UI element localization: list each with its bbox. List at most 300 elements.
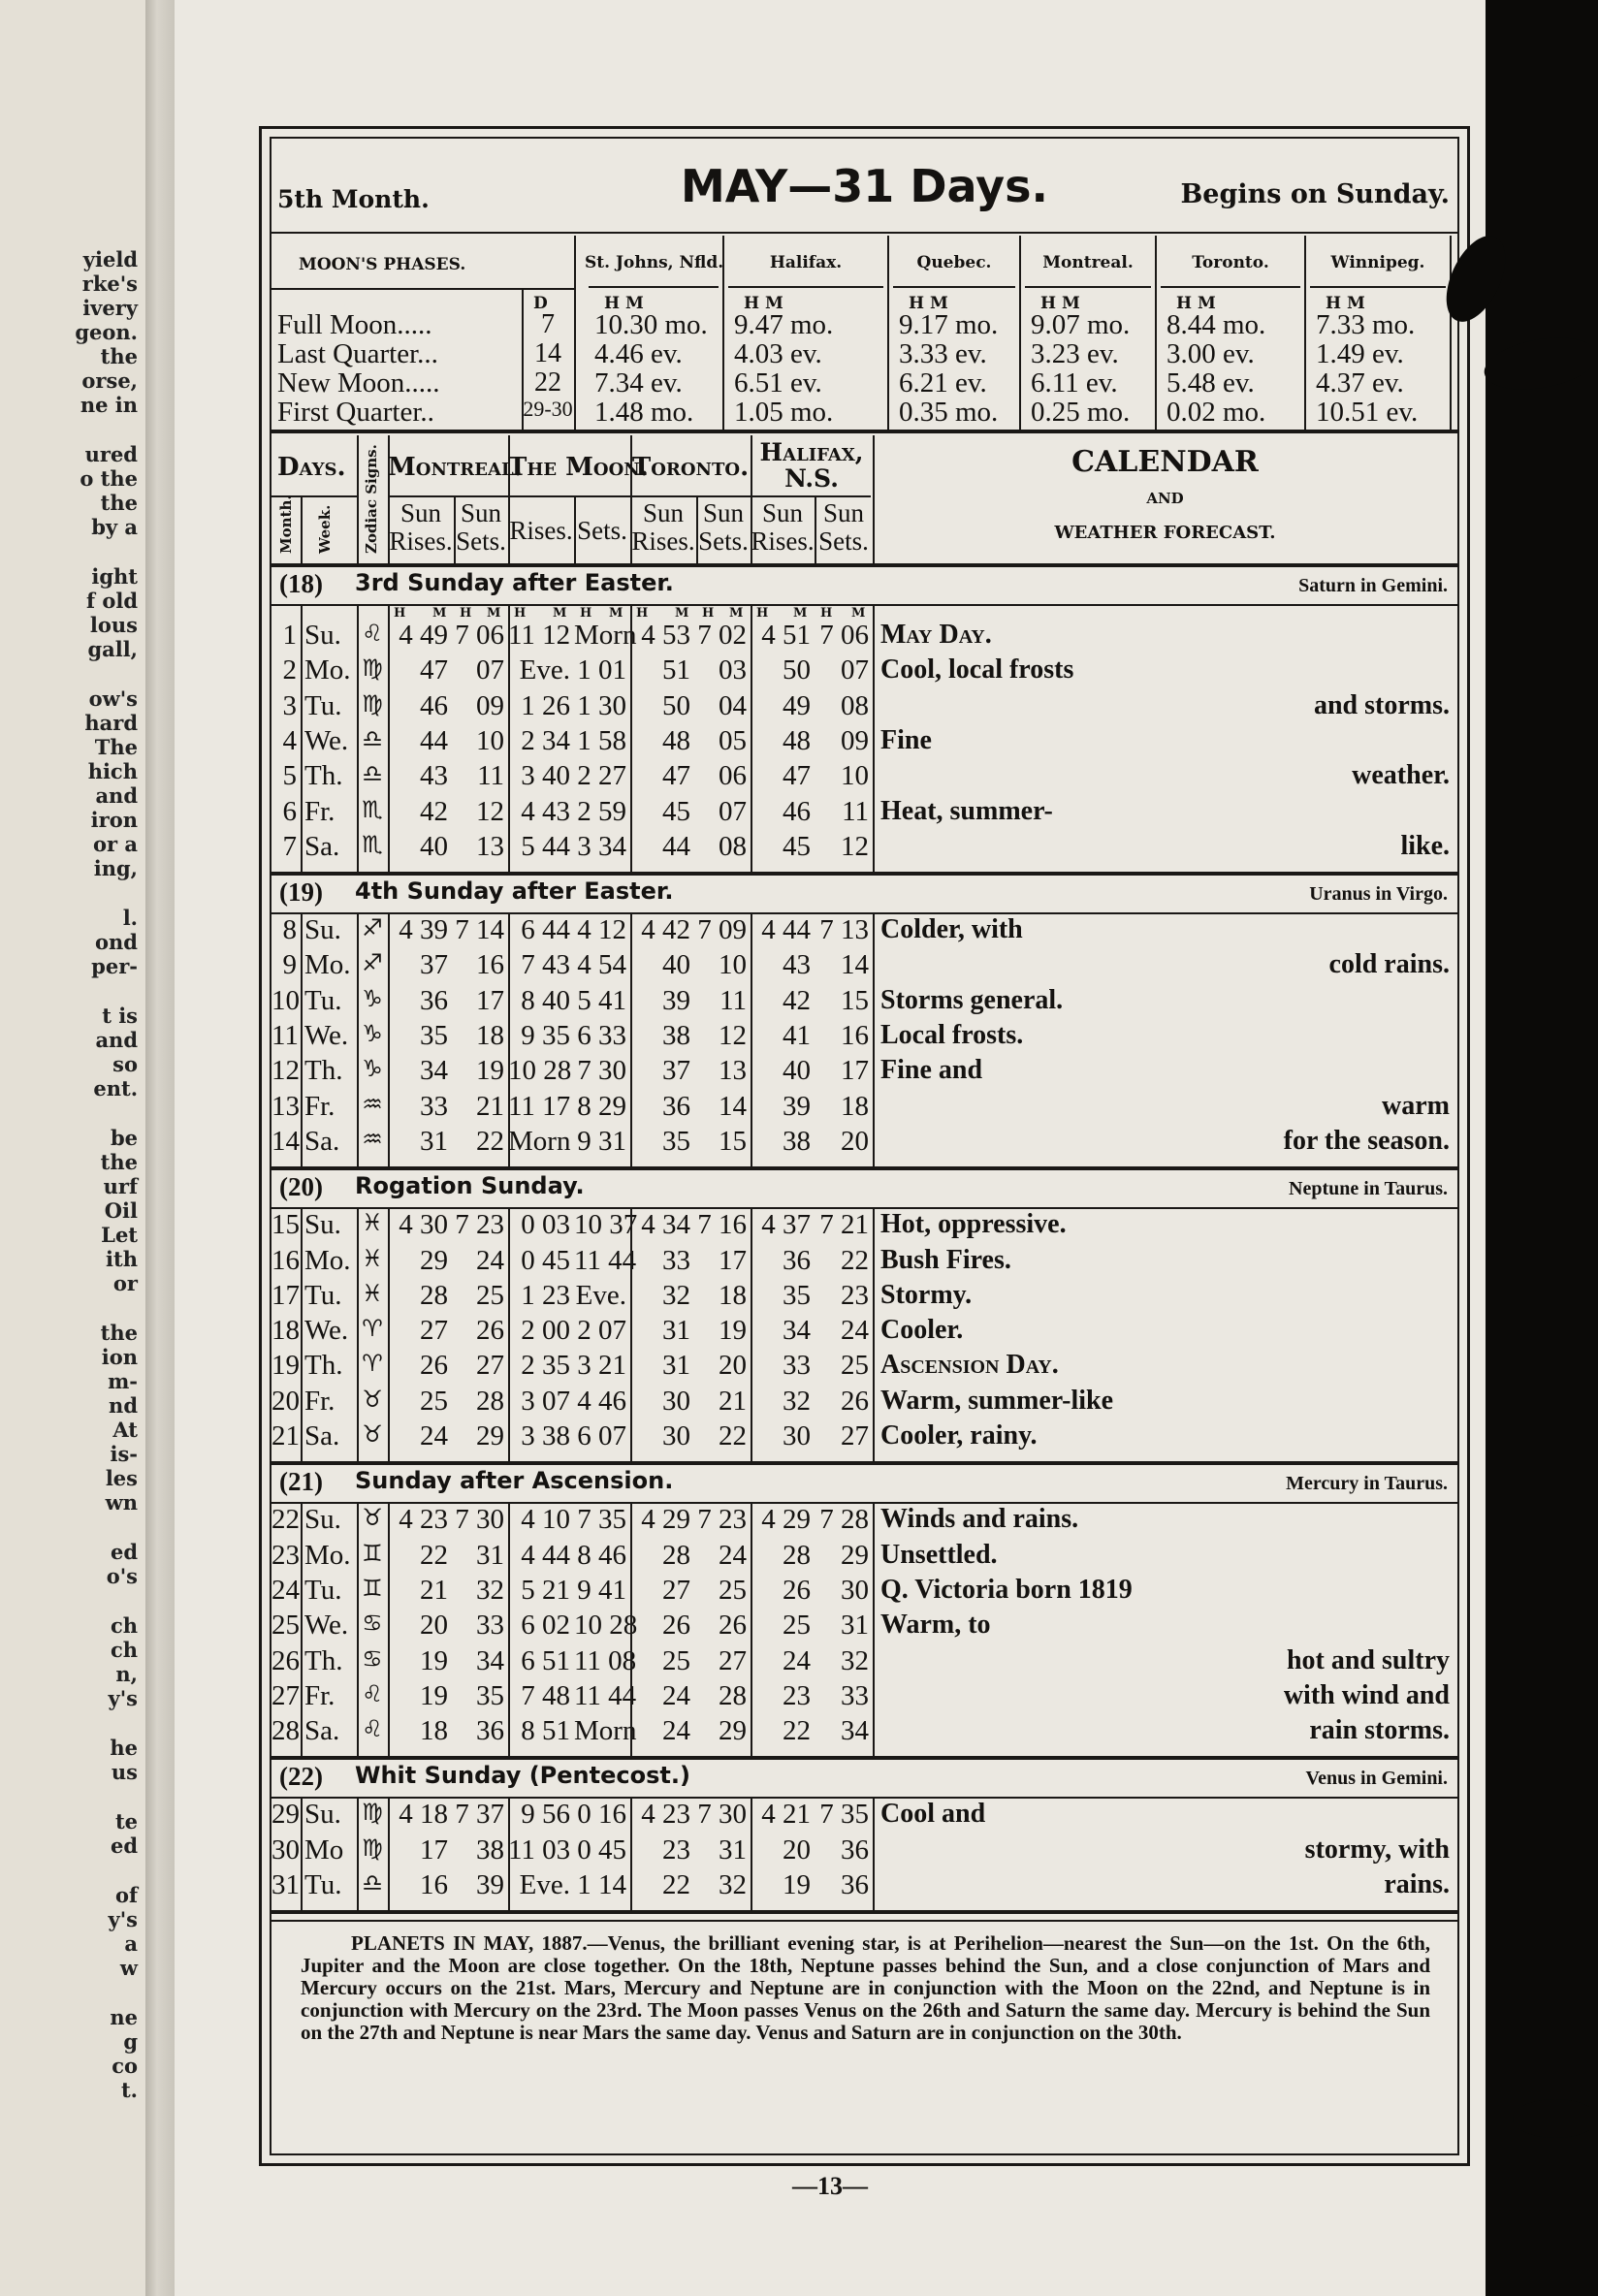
facing-page-text: he xyxy=(110,1736,138,1760)
week-title: Rogation Sunday. xyxy=(355,1172,585,1200)
cell-mon: 16 xyxy=(272,1244,300,1276)
rule xyxy=(751,604,752,872)
facing-page-text: o the xyxy=(80,466,138,491)
weather-forecast: May Day. xyxy=(880,620,992,650)
planet-note: Mercury in Taurus. xyxy=(1286,1473,1448,1495)
cell-tr: 11 03 xyxy=(508,1834,571,1866)
weather-forecast: Q. Victoria born 1819 xyxy=(880,1574,1133,1605)
col-sub-sets: Sets. xyxy=(577,516,627,545)
rule xyxy=(301,1797,303,1910)
cell-mon: 13 xyxy=(272,1090,300,1122)
cell-zod: ♊ xyxy=(362,1539,383,1567)
cell-ts: 11 44 xyxy=(574,1679,637,1711)
cell-tr: 0 45 xyxy=(521,1244,570,1276)
cell-zod: ♑ xyxy=(362,1055,383,1083)
facing-page-text: hard xyxy=(84,711,138,735)
col-sub-sun-rises: Sun Rises. xyxy=(751,498,815,556)
facing-page-text: the xyxy=(100,1321,138,1345)
cell-hr: 50 xyxy=(783,654,811,686)
phase-name: New Moon..... xyxy=(277,367,440,399)
weather-forecast: Unsettled. xyxy=(880,1539,998,1570)
cell-ts: 2 59 xyxy=(577,795,626,827)
cell-tor-s: 20 xyxy=(719,1350,747,1382)
cell-hr: 20 xyxy=(783,1834,811,1866)
week-number: (18) xyxy=(279,569,323,598)
cell-mr: 22 xyxy=(420,1539,448,1571)
cell-ms: 26 xyxy=(476,1315,504,1347)
cell-mon: 10 xyxy=(272,984,300,1016)
cell-mon: 27 xyxy=(272,1679,300,1711)
cell-tor-s: 7 02 xyxy=(697,620,747,651)
cell-tor-r: 28 xyxy=(662,1539,690,1571)
weather-forecast: like. xyxy=(1400,830,1450,861)
weather-forecast: rain storms. xyxy=(1309,1715,1450,1746)
rule xyxy=(301,1207,303,1461)
cell-mr: 42 xyxy=(420,795,448,827)
cell-hs: 31 xyxy=(841,1610,869,1642)
weather-forecast: Warm, summer-like xyxy=(880,1385,1114,1416)
cell-hs: 34 xyxy=(841,1715,869,1747)
rule xyxy=(1161,286,1300,288)
facing-page-text: ond xyxy=(95,930,138,954)
facing-page-text: l. xyxy=(122,906,138,930)
cell-zod: ♌ xyxy=(362,620,383,647)
cell-tr: 7 48 xyxy=(521,1679,570,1711)
cell-tor-r: 39 xyxy=(662,984,690,1016)
cell-mon: 26 xyxy=(272,1644,300,1676)
cell-mon: 15 xyxy=(272,1209,300,1241)
hm-label: M xyxy=(609,606,623,621)
phase-time: 10.51 ev. xyxy=(1316,397,1419,428)
cell-ms: 24 xyxy=(476,1244,504,1276)
phase-time: 5.48 ev. xyxy=(1167,367,1255,399)
week-number: (22) xyxy=(279,1762,323,1792)
hm-label: M xyxy=(793,606,808,621)
cell-zod: ♍ xyxy=(362,1834,383,1862)
cell-tor-r: 50 xyxy=(662,689,690,721)
cell-mr: 24 xyxy=(420,1420,448,1451)
cell-tor-r: 23 xyxy=(662,1834,690,1866)
facing-page-text: y's xyxy=(108,1907,138,1931)
rule xyxy=(388,1207,390,1461)
hm-label: M xyxy=(729,606,744,621)
cell-tor-s: 07 xyxy=(719,795,747,827)
page-title: MAY—31 Days. xyxy=(681,160,1048,212)
cell-mon: 28 xyxy=(272,1715,300,1747)
phase-name: Last Quarter... xyxy=(277,338,438,369)
cell-mon: 3 xyxy=(282,689,297,721)
cell-ms: 10 xyxy=(476,724,504,756)
cell-tor-r: 4 29 xyxy=(641,1504,690,1536)
rule xyxy=(1025,286,1151,288)
cell-tor-r: 37 xyxy=(662,1055,690,1087)
cell-mon: 25 xyxy=(272,1610,300,1642)
cell-ms: 31 xyxy=(476,1539,504,1571)
cell-zod: ♒ xyxy=(362,1125,383,1153)
cell-hs: 11 xyxy=(842,795,869,827)
cell-mr: 36 xyxy=(420,984,448,1016)
phase-time: 1.48 mo. xyxy=(594,397,694,428)
cell-hs: 09 xyxy=(841,724,869,756)
cell-hr: 41 xyxy=(783,1020,811,1051)
cell-zod: ♍ xyxy=(362,654,383,683)
phase-time: 3.00 ev. xyxy=(1167,338,1255,369)
col-sub-rises: Rises. xyxy=(509,516,573,545)
cell-mon: 1 xyxy=(282,620,297,651)
cell-mr: 31 xyxy=(420,1125,448,1157)
cell-hs: 15 xyxy=(841,984,869,1016)
cell-hs: 36 xyxy=(841,1834,869,1866)
planet-note: Neptune in Taurus. xyxy=(1289,1178,1448,1200)
cell-mon: 6 xyxy=(282,795,297,827)
rule xyxy=(357,1207,359,1461)
week-title: 3rd Sunday after Easter. xyxy=(355,569,674,596)
cell-tor-r: 4 34 xyxy=(641,1209,690,1241)
hm-label: H xyxy=(460,606,472,621)
cell-hs: 26 xyxy=(841,1385,869,1417)
cell-zod: ♐ xyxy=(362,914,383,942)
cell-ms: 29 xyxy=(476,1420,504,1451)
cell-tor-r: 26 xyxy=(662,1610,690,1642)
cell-ms: 12 xyxy=(476,795,504,827)
cell-hs: 7 35 xyxy=(819,1799,869,1831)
rule xyxy=(272,563,1457,567)
cell-ts: 1 30 xyxy=(577,689,626,721)
cell-tr: 3 07 xyxy=(521,1385,570,1417)
cell-tr: 6 44 xyxy=(521,914,570,946)
cell-mr: 4 18 xyxy=(399,1799,448,1831)
cell-ts: 10 28 xyxy=(574,1610,638,1642)
cell-mon: 24 xyxy=(272,1574,300,1606)
planet-note: Uranus in Virgo. xyxy=(1309,883,1448,906)
cell-tor-r: 30 xyxy=(662,1385,690,1417)
weather-forecast: Cool and xyxy=(880,1799,986,1830)
facing-page-text: yield xyxy=(82,247,138,271)
cell-hr: 33 xyxy=(783,1350,811,1382)
cell-mr: 37 xyxy=(420,949,448,981)
cell-ts: 4 46 xyxy=(577,1385,626,1417)
cell-hr: 25 xyxy=(783,1610,811,1642)
hm-label: H M xyxy=(1176,294,1216,313)
cell-hr: 4 44 xyxy=(761,914,811,946)
cell-ms: 21 xyxy=(476,1090,504,1122)
rule xyxy=(630,912,632,1166)
cell-tor-r: 51 xyxy=(662,654,690,686)
cell-ms: 36 xyxy=(476,1715,504,1747)
phase-time: 3.33 ev. xyxy=(899,338,987,369)
city-header: Quebec. xyxy=(916,253,992,272)
facing-page-text: Oil xyxy=(104,1198,138,1223)
rule xyxy=(388,604,390,872)
cell-mr: 4 39 xyxy=(399,914,448,946)
col-sub-sun-sets: Sun Sets. xyxy=(456,498,506,556)
facing-page-text: and xyxy=(95,783,138,808)
cell-hs: 33 xyxy=(841,1679,869,1711)
cell-ms: 38 xyxy=(476,1834,504,1866)
cell-tr: 3 38 xyxy=(521,1420,570,1451)
rule xyxy=(630,1797,632,1910)
facing-page-text: is- xyxy=(110,1442,138,1466)
cell-tr: 7 43 xyxy=(521,949,570,981)
cell-ts: 0 45 xyxy=(577,1834,626,1866)
facing-page-text: ight xyxy=(91,564,138,589)
cell-wk: Mo. xyxy=(304,1244,351,1276)
cell-mr: 25 xyxy=(420,1385,448,1417)
col-week: Week. xyxy=(316,504,334,554)
ink-blot xyxy=(1513,2099,1598,2138)
facing-page-text: g xyxy=(123,2029,138,2054)
cell-zod: ♒ xyxy=(362,1090,383,1118)
cell-wk: Tu. xyxy=(304,1279,342,1311)
cell-hs: 22 xyxy=(841,1244,869,1276)
cell-tor-s: 03 xyxy=(719,654,747,686)
cell-mr: 19 xyxy=(420,1679,448,1711)
facing-page-text: co xyxy=(112,2054,138,2078)
cell-hr: 30 xyxy=(783,1420,811,1451)
cell-tor-r: 31 xyxy=(662,1315,690,1347)
cell-hr: 46 xyxy=(783,795,811,827)
cell-hs: 7 13 xyxy=(819,914,869,946)
facing-page-text: or xyxy=(112,1271,138,1295)
cell-tr: 5 44 xyxy=(521,830,570,862)
cell-ts: 7 35 xyxy=(577,1504,626,1536)
weather-forecast: with wind and xyxy=(1283,1679,1450,1710)
cell-hr: 24 xyxy=(783,1644,811,1676)
cell-zod: ♎ xyxy=(362,724,383,752)
cell-tor-r: 40 xyxy=(662,949,690,981)
cell-tor-r: 22 xyxy=(662,1869,690,1900)
cell-ms: 13 xyxy=(476,830,504,862)
cell-ts: 2 27 xyxy=(577,760,626,792)
cell-wk: Th. xyxy=(304,1644,343,1676)
cell-tor-r: 47 xyxy=(662,760,690,792)
cell-mr: 4 30 xyxy=(399,1209,448,1241)
planets-note: PLANETS IN MAY, 1887.—Venus, the brilliant evening star, is at Perihelion—nearest the Sun—on the 1st. On the 6th, Jupiter and the Moon are close together. On the 18th, Neptune passes behind the Sun, and a close conjunction of Mars and Mercury occurs on the 21st. Mars, Mercury and Neptune are in conjunction with the Moon on the 22nd, and Neptune is in conjunction with Mercury on the 23rd. The Moon passes Venus on the 26th and Saturn the same day. Mercury is behind the Sun on the 27th and Neptune is near Mars the same day. Venus and Saturn are in conjunction on the 30th. xyxy=(301,1931,1430,2044)
cell-mr: 18 xyxy=(420,1715,448,1747)
rule xyxy=(272,1920,1457,1922)
cell-tr: 3 40 xyxy=(521,760,570,792)
cell-tor-s: 14 xyxy=(719,1090,747,1122)
facing-page-text: geon. xyxy=(75,320,138,344)
day-label: D xyxy=(533,294,548,313)
cell-ts: 1 01 xyxy=(577,654,626,686)
cell-mr: 35 xyxy=(420,1020,448,1051)
cell-tor-s: 7 16 xyxy=(697,1209,747,1241)
facing-page-text: ch xyxy=(110,1638,138,1662)
weather-forecast: Warm, to xyxy=(880,1610,991,1641)
cell-ts: Morn xyxy=(574,1715,637,1747)
cell-hr: 36 xyxy=(783,1244,811,1276)
cell-ts: 6 33 xyxy=(577,1020,626,1051)
col-sub-sun-rises: Sun Rises. xyxy=(631,498,695,556)
cell-wk: We. xyxy=(304,1315,349,1347)
cell-hs: 08 xyxy=(841,689,869,721)
city-header: Winnipeg. xyxy=(1330,253,1425,272)
cell-tr: 2 00 xyxy=(521,1315,570,1347)
cell-hs: 20 xyxy=(841,1125,869,1157)
cell-zod: ♍ xyxy=(362,689,383,718)
cell-ms: 11 xyxy=(477,760,504,792)
facing-page-text: and xyxy=(95,1028,138,1052)
month-number: 5th Month. xyxy=(277,185,430,213)
facing-page-text: per- xyxy=(91,954,138,978)
cell-zod: ♓ xyxy=(362,1209,383,1237)
cell-hr: 34 xyxy=(783,1315,811,1347)
cell-hs: 10 xyxy=(841,760,869,792)
week-number: (20) xyxy=(279,1172,323,1202)
cell-ms: 22 xyxy=(476,1125,504,1157)
cell-wk: Fr. xyxy=(304,795,336,827)
cell-wk: Fr. xyxy=(304,1385,336,1417)
cell-hr: 23 xyxy=(783,1679,811,1711)
cell-mon: 19 xyxy=(272,1350,300,1382)
weather-forecast: stormy, with xyxy=(1304,1834,1450,1865)
facing-page-text: ne xyxy=(110,2005,138,2029)
rule xyxy=(272,1910,1457,1914)
hm-label: H xyxy=(702,606,715,621)
col-weather: WEATHER FORECAST. xyxy=(1054,523,1276,543)
cell-mon: 30 xyxy=(272,1834,300,1866)
rule xyxy=(272,1166,1457,1170)
rule xyxy=(574,236,576,430)
cell-ts: 3 21 xyxy=(577,1350,626,1382)
phase-day: 7 xyxy=(541,309,555,339)
ink-blot xyxy=(1481,330,1598,398)
cell-mr: 20 xyxy=(420,1610,448,1642)
cell-hr: 4 21 xyxy=(761,1799,811,1831)
cell-mon: 9 xyxy=(282,949,297,981)
planet-note: Saturn in Gemini. xyxy=(1298,575,1448,596)
cell-hs: 7 06 xyxy=(819,620,869,651)
hm-label: H xyxy=(756,606,769,621)
rule xyxy=(272,430,1457,433)
cell-zod: ♏ xyxy=(362,795,383,823)
cell-wk: Tu. xyxy=(304,689,342,721)
cell-mr: 40 xyxy=(420,830,448,862)
city-header: Halifax. xyxy=(769,253,843,272)
phase-day: 14 xyxy=(534,338,561,368)
cell-mon: 2 xyxy=(282,654,297,686)
hm-label: H xyxy=(514,606,527,621)
rule xyxy=(357,1797,359,1910)
cell-tr: 2 34 xyxy=(521,724,570,756)
cell-ts: 9 41 xyxy=(577,1574,626,1606)
cell-tr: 2 35 xyxy=(521,1350,570,1382)
cell-ms: 35 xyxy=(476,1679,504,1711)
cell-mr: 21 xyxy=(420,1574,448,1606)
facing-page-text: be xyxy=(110,1126,138,1150)
rule xyxy=(751,1502,752,1756)
cell-mon: 20 xyxy=(272,1385,300,1417)
cell-zod: ♍ xyxy=(362,1799,383,1827)
cell-ts: 8 46 xyxy=(577,1539,626,1571)
facing-page-text: rke's xyxy=(81,271,138,296)
weather-forecast: cold rains. xyxy=(1328,949,1450,980)
cell-hr: 49 xyxy=(783,689,811,721)
cell-hs: 27 xyxy=(841,1420,869,1451)
facing-page-text: ed xyxy=(110,1834,138,1858)
cell-ts: Morn xyxy=(574,620,637,651)
facing-page-text: by a xyxy=(91,515,138,539)
facing-page-text: so xyxy=(112,1052,138,1076)
cell-hr: 4 37 xyxy=(761,1209,811,1241)
cell-hr: 22 xyxy=(783,1715,811,1747)
cell-tor-s: 05 xyxy=(719,724,747,756)
cell-hs: 18 xyxy=(841,1090,869,1122)
cell-tr: Morn xyxy=(508,1125,571,1157)
weather-forecast: hot and sultry xyxy=(1286,1644,1450,1675)
hm-label: H xyxy=(636,606,649,621)
cell-zod: ♉ xyxy=(362,1504,383,1532)
phase-time: 8.44 mo. xyxy=(1167,309,1266,340)
col-toronto: Toronto. xyxy=(631,453,750,482)
hm-label: H M xyxy=(1040,294,1080,313)
week-number: (21) xyxy=(279,1467,323,1497)
hm-label: H xyxy=(394,606,406,621)
cell-mr: 29 xyxy=(420,1244,448,1276)
rule xyxy=(630,1502,632,1756)
cell-tor-s: 28 xyxy=(719,1679,747,1711)
phase-time: 7.33 mo. xyxy=(1316,309,1416,340)
rule xyxy=(301,604,303,872)
cell-mon: 17 xyxy=(272,1279,300,1311)
cell-zod: ♉ xyxy=(362,1385,383,1413)
facing-page-text: ed xyxy=(110,1540,138,1564)
facing-page-text: f old xyxy=(85,589,138,613)
col-month: Month. xyxy=(277,494,295,554)
moon-phases-label: MOON'S PHASES. xyxy=(299,255,466,274)
phase-time: 9.47 mo. xyxy=(734,309,834,340)
cell-tor-s: 24 xyxy=(719,1539,747,1571)
cell-mon: 11 xyxy=(272,1020,299,1051)
phase-time: 4.46 ev. xyxy=(594,338,683,369)
weather-forecast: Cooler, rainy. xyxy=(880,1420,1038,1451)
cell-tr: 4 44 xyxy=(521,1539,570,1571)
cell-tor-s: 08 xyxy=(719,830,747,862)
weather-forecast: Storms general. xyxy=(880,984,1064,1015)
facing-page-text: ivery xyxy=(82,296,138,320)
cell-hs: 29 xyxy=(841,1539,869,1571)
facing-page-text: n, xyxy=(115,1662,138,1686)
hm-label: H xyxy=(820,606,833,621)
cell-tr: 6 51 xyxy=(521,1644,570,1676)
phase-time: 3.23 ev. xyxy=(1031,338,1119,369)
facing-page-text: iron xyxy=(90,808,138,832)
cell-ms: 25 xyxy=(476,1279,504,1311)
cell-tr: 8 51 xyxy=(521,1715,570,1747)
rule xyxy=(272,232,1457,234)
cell-zod: ♋ xyxy=(362,1644,383,1673)
rule xyxy=(873,912,875,1166)
cell-zod: ♎ xyxy=(362,1869,383,1897)
cell-mr: 33 xyxy=(420,1090,448,1122)
cell-tor-s: 7 23 xyxy=(697,1504,747,1536)
cell-tor-s: 13 xyxy=(719,1055,747,1087)
cell-tor-s: 17 xyxy=(719,1244,747,1276)
cell-hr: 39 xyxy=(783,1090,811,1122)
cell-ms: 7 06 xyxy=(455,620,504,651)
weather-forecast: rains. xyxy=(1384,1869,1450,1899)
cell-wk: We. xyxy=(304,724,349,756)
cell-wk: Su. xyxy=(304,1799,341,1831)
facing-page-text: Let xyxy=(101,1223,138,1247)
cell-wk: Sa. xyxy=(304,830,340,862)
phase-time: 1.05 mo. xyxy=(734,397,834,428)
cell-tr: Eve. xyxy=(519,654,570,686)
cell-tor-r: 27 xyxy=(662,1574,690,1606)
cell-wk: Mo. xyxy=(304,654,351,686)
cell-mon: 31 xyxy=(272,1869,300,1900)
